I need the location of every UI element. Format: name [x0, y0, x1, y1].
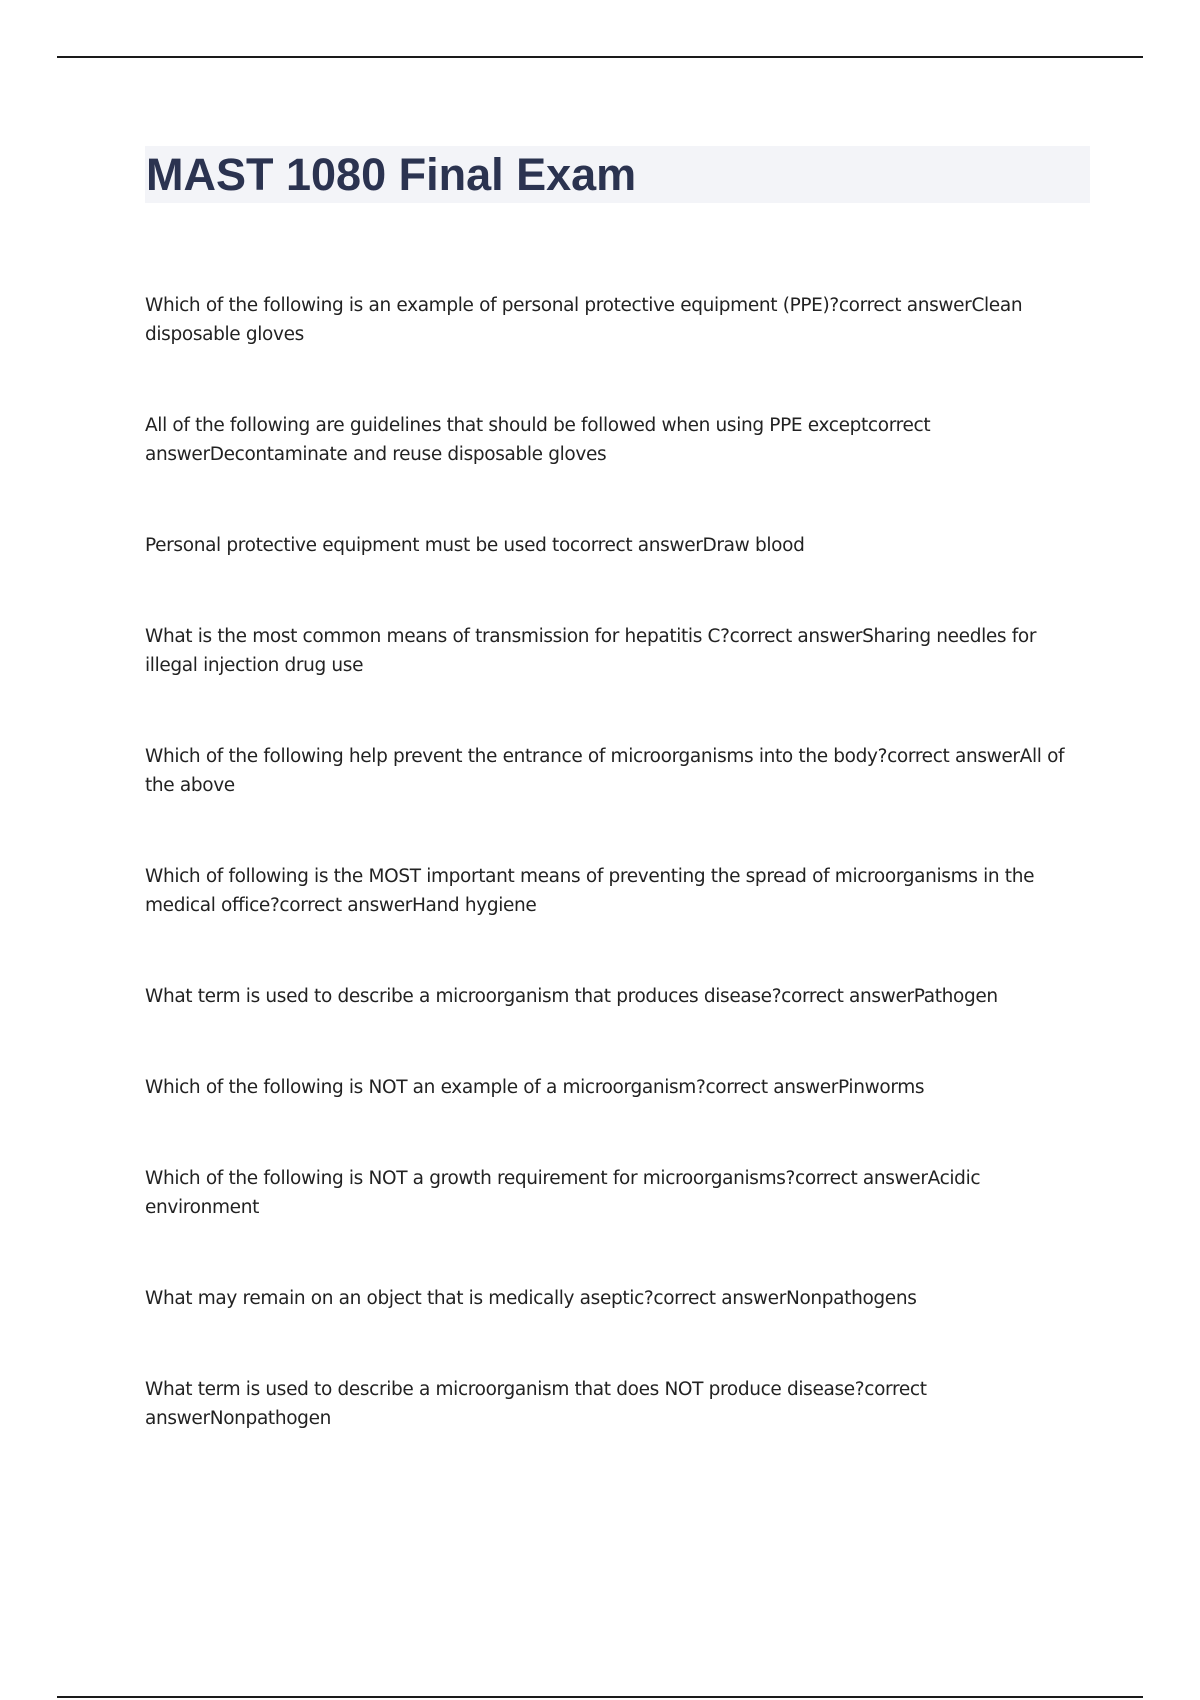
- answer-marker: correct answer: [729, 626, 863, 647]
- question-text: Personal protective equipment must be used to: [145, 535, 570, 556]
- answer-text: Nonpathogens: [785, 1288, 917, 1309]
- answer-marker: correct answer: [569, 535, 703, 556]
- answer-marker: correct answer: [795, 1168, 928, 1189]
- answer-text: Acidic environment: [145, 1168, 981, 1218]
- answer-text: Clean disposable gloves: [145, 295, 1023, 345]
- qa-item: [145, 1073, 1090, 1102]
- question-list: [145, 291, 1090, 1495]
- answer-marker: correct answer: [887, 746, 1020, 767]
- answer-text: Pathogen: [913, 986, 998, 1007]
- question-text: Which of the following is NOT an example of a microorganism?: [145, 1077, 706, 1098]
- answer-text: Draw blood: [702, 535, 805, 556]
- answer-text: Decontaminate and reuse disposable gloves: [209, 444, 607, 465]
- question-text: Which of following is the MOST important means of preventing the spread of microorganisms in the medical office?: [145, 866, 1035, 916]
- question-text: Which of the following is an example of personal protective equipment (PPE)?: [145, 295, 839, 316]
- answer-marker: correct answer: [705, 1077, 839, 1098]
- qa-item: [145, 1375, 1090, 1433]
- answer-text: Sharing needles for illegal injection drug use: [145, 626, 1037, 676]
- question-text: All of the following are guidelines that should be followed when using PPE except: [145, 415, 868, 436]
- question-text: What may remain on an object that is medically aseptic?: [145, 1288, 654, 1309]
- question-text: What term is used to describe a microorganism that does NOT produce disease?: [145, 1379, 865, 1400]
- answer-marker: correct answer: [838, 295, 972, 316]
- answer-text: Hand hygiene: [412, 895, 537, 916]
- answer-marker: correct answer: [145, 1379, 927, 1429]
- qa-item: [145, 622, 1090, 680]
- qa-item: [145, 982, 1090, 1011]
- qa-item: [145, 1164, 1090, 1222]
- qa-item: [145, 291, 1090, 349]
- qa-item: [145, 1284, 1090, 1313]
- question-text: Which of the following is NOT a growth requirement for microorganisms?: [145, 1168, 796, 1189]
- answer-text: Pinworms: [838, 1077, 925, 1098]
- qa-item: [145, 411, 1090, 469]
- answer-marker: correct answer: [781, 986, 914, 1007]
- bottom-rule: [57, 1696, 1143, 1698]
- question-text: What term is used to describe a microorganism that produces disease?: [145, 986, 782, 1007]
- qa-item: [145, 531, 1090, 560]
- qa-item: [145, 862, 1090, 920]
- answer-text: All of the above: [145, 746, 1065, 796]
- answer-marker: correct answer: [145, 415, 931, 465]
- top-rule: [57, 56, 1143, 58]
- qa-item: [145, 742, 1090, 800]
- page-title: MAST 1080 Final Exam: [146, 149, 637, 200]
- answer-marker: correct answer: [279, 895, 412, 916]
- question-text: What is the most common means of transmission for hepatitis C?: [145, 626, 730, 647]
- question-text: Which of the following help prevent the entrance of microorganisms into the body?: [145, 746, 888, 767]
- answer-text: Nonpathogen: [209, 1408, 331, 1429]
- answer-marker: correct answer: [653, 1288, 786, 1309]
